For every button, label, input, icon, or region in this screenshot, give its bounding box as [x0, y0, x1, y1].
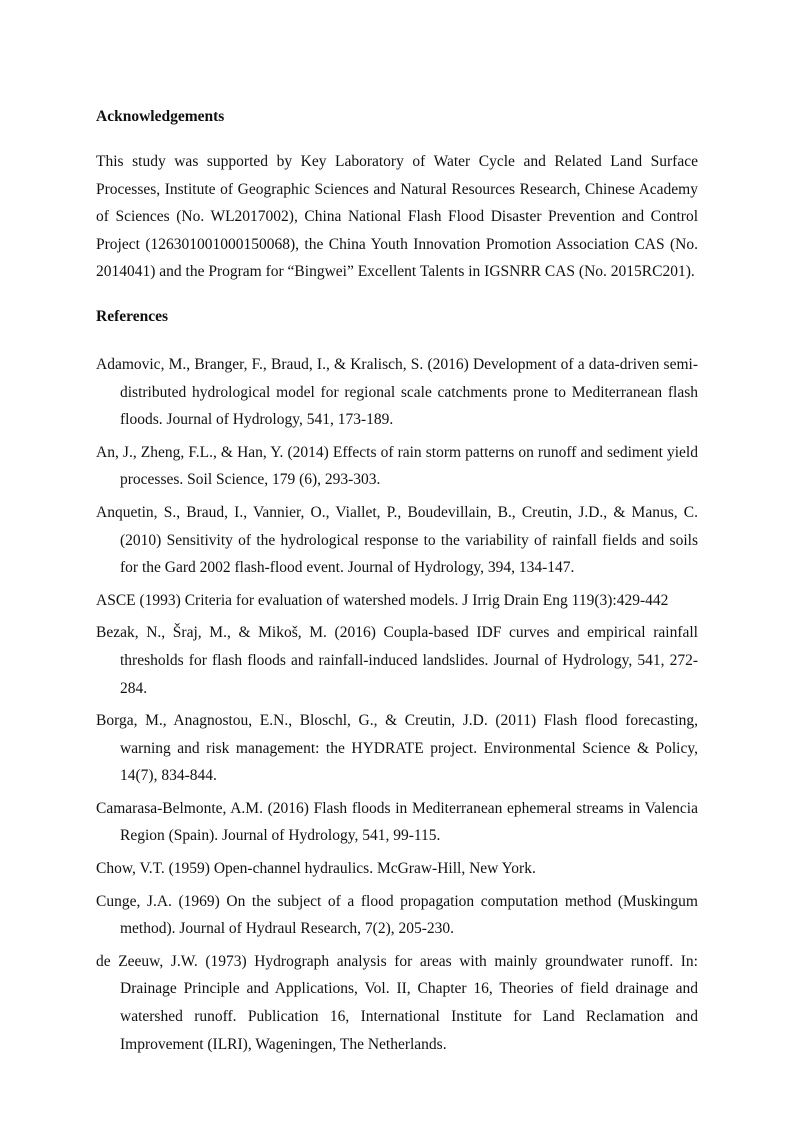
reference-item: Bezak, N., Šraj, M., & Mikoš, M. (2016) Coupla-based IDF curves and empirical rainfall thresholds for flash floods and rainfall-induced landslides. Journal of Hydrology, 541, 272-284.	[96, 624, 698, 697]
reference-item: Chow, V.T. (1959) Open-channel hydraulics. McGraw-Hill, New York.	[96, 860, 536, 878]
references-heading: References	[96, 307, 169, 325]
reference-item: Anquetin, S., Braud, I., Vannier, O., Viallet, P., Boudevillain, B., Creutin, J.D., & Manus, C. (2010) Sensitivity of the hydrological response to the variability of rainfall fields and soils for the Gard 2002 flash-flood event. Journal of Hydrology, 394, 134-147.	[96, 503, 698, 577]
page-content	[96, 107, 698, 1063]
reference-item: ASCE (1993) Criteria for evaluation of watershed models. J Irrig Drain Eng 119(3):429-442	[96, 591, 669, 609]
reference-item: Cunge, J.A. (1969) On the subject of a flood propagation computation method (Muskingum method). Journal of Hydraul Research, 7(2), 205-230.	[96, 892, 698, 938]
reference-list	[96, 351, 698, 1058]
reference-item: Camarasa-Belmonte, A.M. (2016) Flash floods in Mediterranean ephemeral streams in Valencia Region (Spain). Journal of Hydrology, 541, 99-115.	[96, 799, 698, 845]
reference-item: Adamovic, M., Branger, F., Braud, I., & Kralisch, S. (2016) Development of a data-driven semi-distributed hydrological model for regional scale catchments prone to Mediterranean flash floods. Journal of Hydrology, 541, 173-189.	[96, 355, 698, 429]
reference-item: Borga, M., Anagnostou, E.N., Bloschl, G., & Creutin, J.D. (2011) Flash flood forecasting, warning and risk management: the HYDRATE project. Environmental Science & Policy, 14(7), 834-844.	[96, 712, 698, 785]
reference-item: de Zeeuw, J.W. (1973) Hydrograph analysis for areas with mainly groundwater runoff. In: Drainage Principle and Applications, Vol. II, Chapter 16, Theories of field drainage and watershed runoff. Publication 16, International Institute for Land Reclamation and Improvement (ILRI), Wageningen, The Netherlands.	[96, 952, 698, 1053]
acknowledgements-body: This study was supported by Key Laboratory of Water Cycle and Related Land Surface Processes, Institute of Geographic Sciences and Natural Resources Research, Chinese Academy of Sciences (No. WL2017002), China National Flash Flood Disaster Prevention and Control Project (126301001000150068), the China Youth Innovation Promotion Association CAS (No. 2014041) and the Program for “Bingwei” Excellent Talents in IGSNRR CAS (No. 2015RC201).	[96, 153, 698, 281]
reference-item: An, J., Zheng, F.L., & Han, Y. (2014) Effects of rain storm patterns on runoff and sediment yield processes. Soil Science, 179 (6), 293-303.	[96, 443, 698, 489]
acknowledgements-heading: Acknowledgements	[96, 108, 225, 125]
